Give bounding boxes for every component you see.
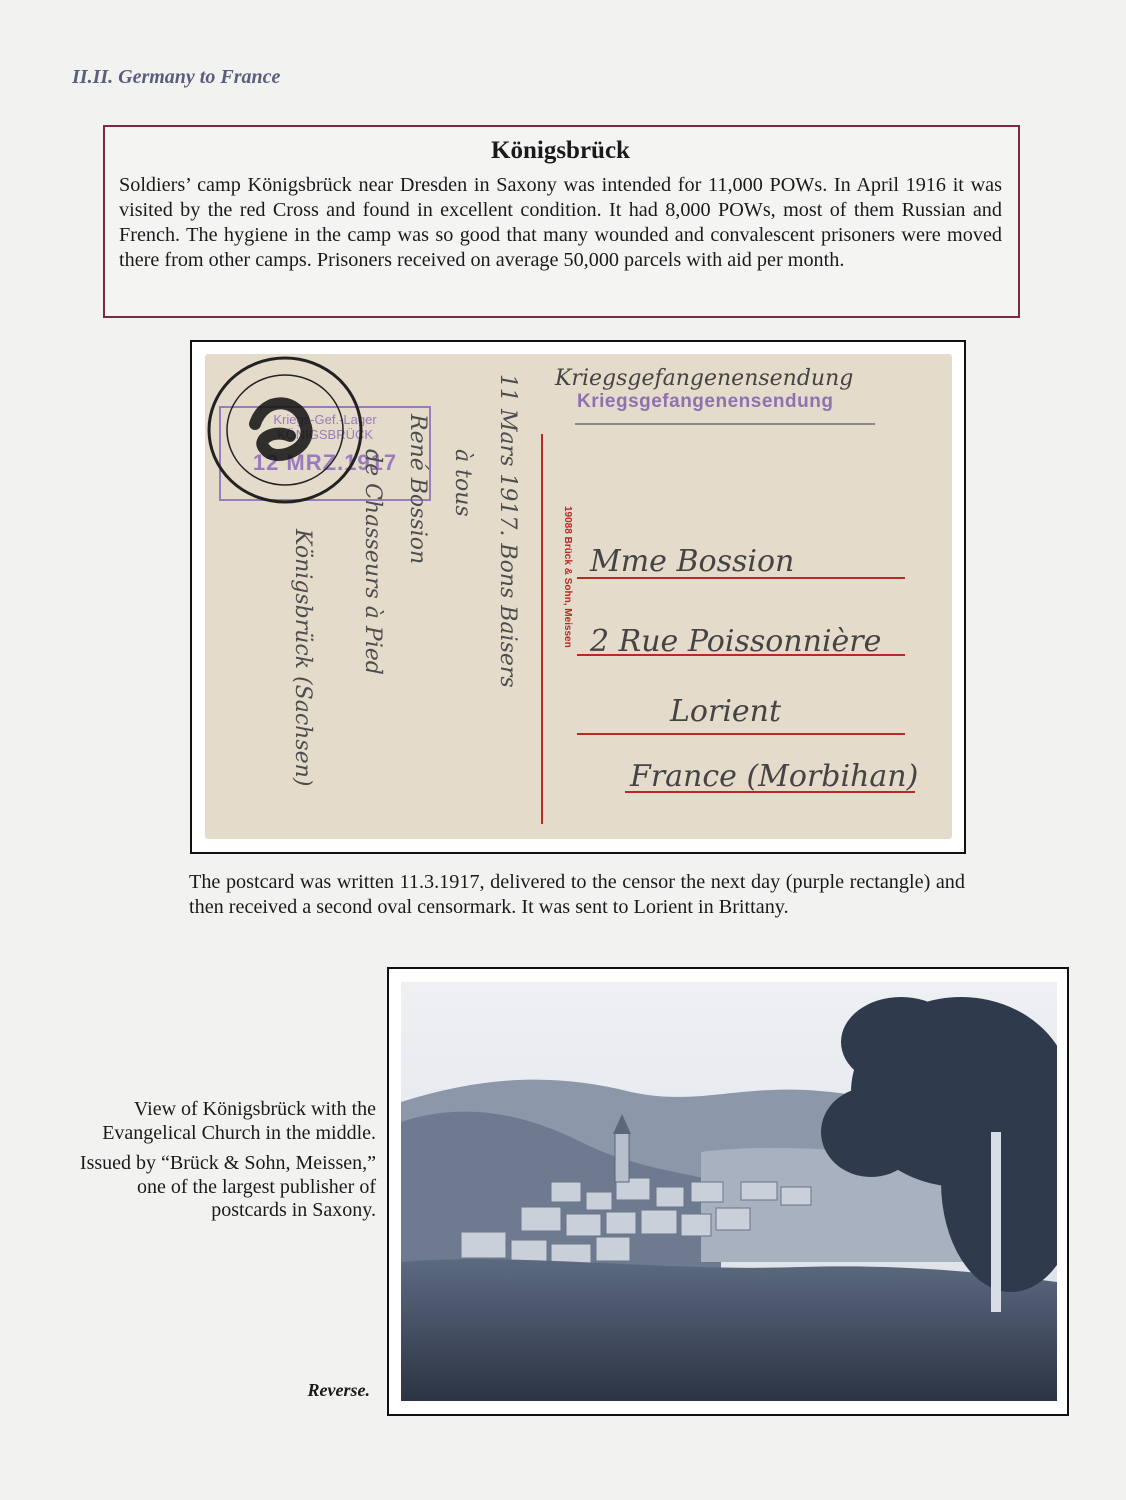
address-country: France (Morbihan): [630, 759, 919, 794]
section-heading: II.II. Germany to France: [72, 66, 281, 88]
stamp-date: 12 MRZ.1917: [252, 450, 398, 475]
address-street: 2 Rue Poissonnière: [590, 624, 882, 659]
stamp-camp-name: Kriegs-Gef.-Lager: [273, 412, 377, 427]
photo-caption-publisher: Issued by “Brück & Sohn, Meissen,” one of the largest publisher of postcards in Saxony.: [79, 1152, 376, 1221]
town-view-photo: [401, 982, 1057, 1401]
message-line: René Bossion: [405, 414, 430, 565]
postcard-caption: The postcard was written 11.3.1917, delivered to the censor the next day (purple rectangle) and then received a second oval censormark. It was sent to Lorient in Brittany.: [189, 871, 965, 918]
printer-imprint: 19088 Brück & Sohn, Meissen: [562, 506, 573, 648]
postcard-reverse-frame: [387, 967, 1069, 1416]
message-line: Königsbrück (Sachsen): [290, 529, 315, 787]
address-name: Mme Bossion: [590, 544, 795, 579]
printed-header: Kriegsgefangenensendung: [577, 391, 834, 412]
photo-caption: [70, 1098, 376, 1230]
address-city: Lorient: [670, 694, 782, 729]
intro-title: Königsbrück: [491, 137, 630, 164]
stamp-town: KÖNIGSBRÜCK: [276, 427, 374, 442]
message-line: de Chasseurs à Pied: [360, 449, 385, 675]
photo-caption-view: View of Königsbrück with the Evangelical Church in the middle.: [102, 1098, 376, 1144]
intro-text: Soldiers’ camp Königsbrück near Dresden in Saxony was intended for 11,000 POWs. In April 1916 it was visited by the red Cross and found in excellent condition. It had 8,000 POWs, most of them Russian and French. The hygiene in the camp was so good that many wounded and convalescent prisoners were moved there from other camps. Prisoners received on average 50,000 parcels with aid per month.: [119, 174, 1002, 271]
message-line: à tous: [450, 449, 475, 517]
reverse-label: Reverse.: [307, 1380, 370, 1400]
oval-censor-stamp: [205, 354, 365, 507]
postcard-front: [205, 354, 952, 839]
postcard-front-frame: [190, 340, 966, 854]
handwritten-header: Kriegsgefangenensendung: [555, 366, 854, 391]
intro-box: [103, 125, 1020, 318]
message-line: 11 Mars 1917. Bons Baisers: [495, 374, 520, 688]
